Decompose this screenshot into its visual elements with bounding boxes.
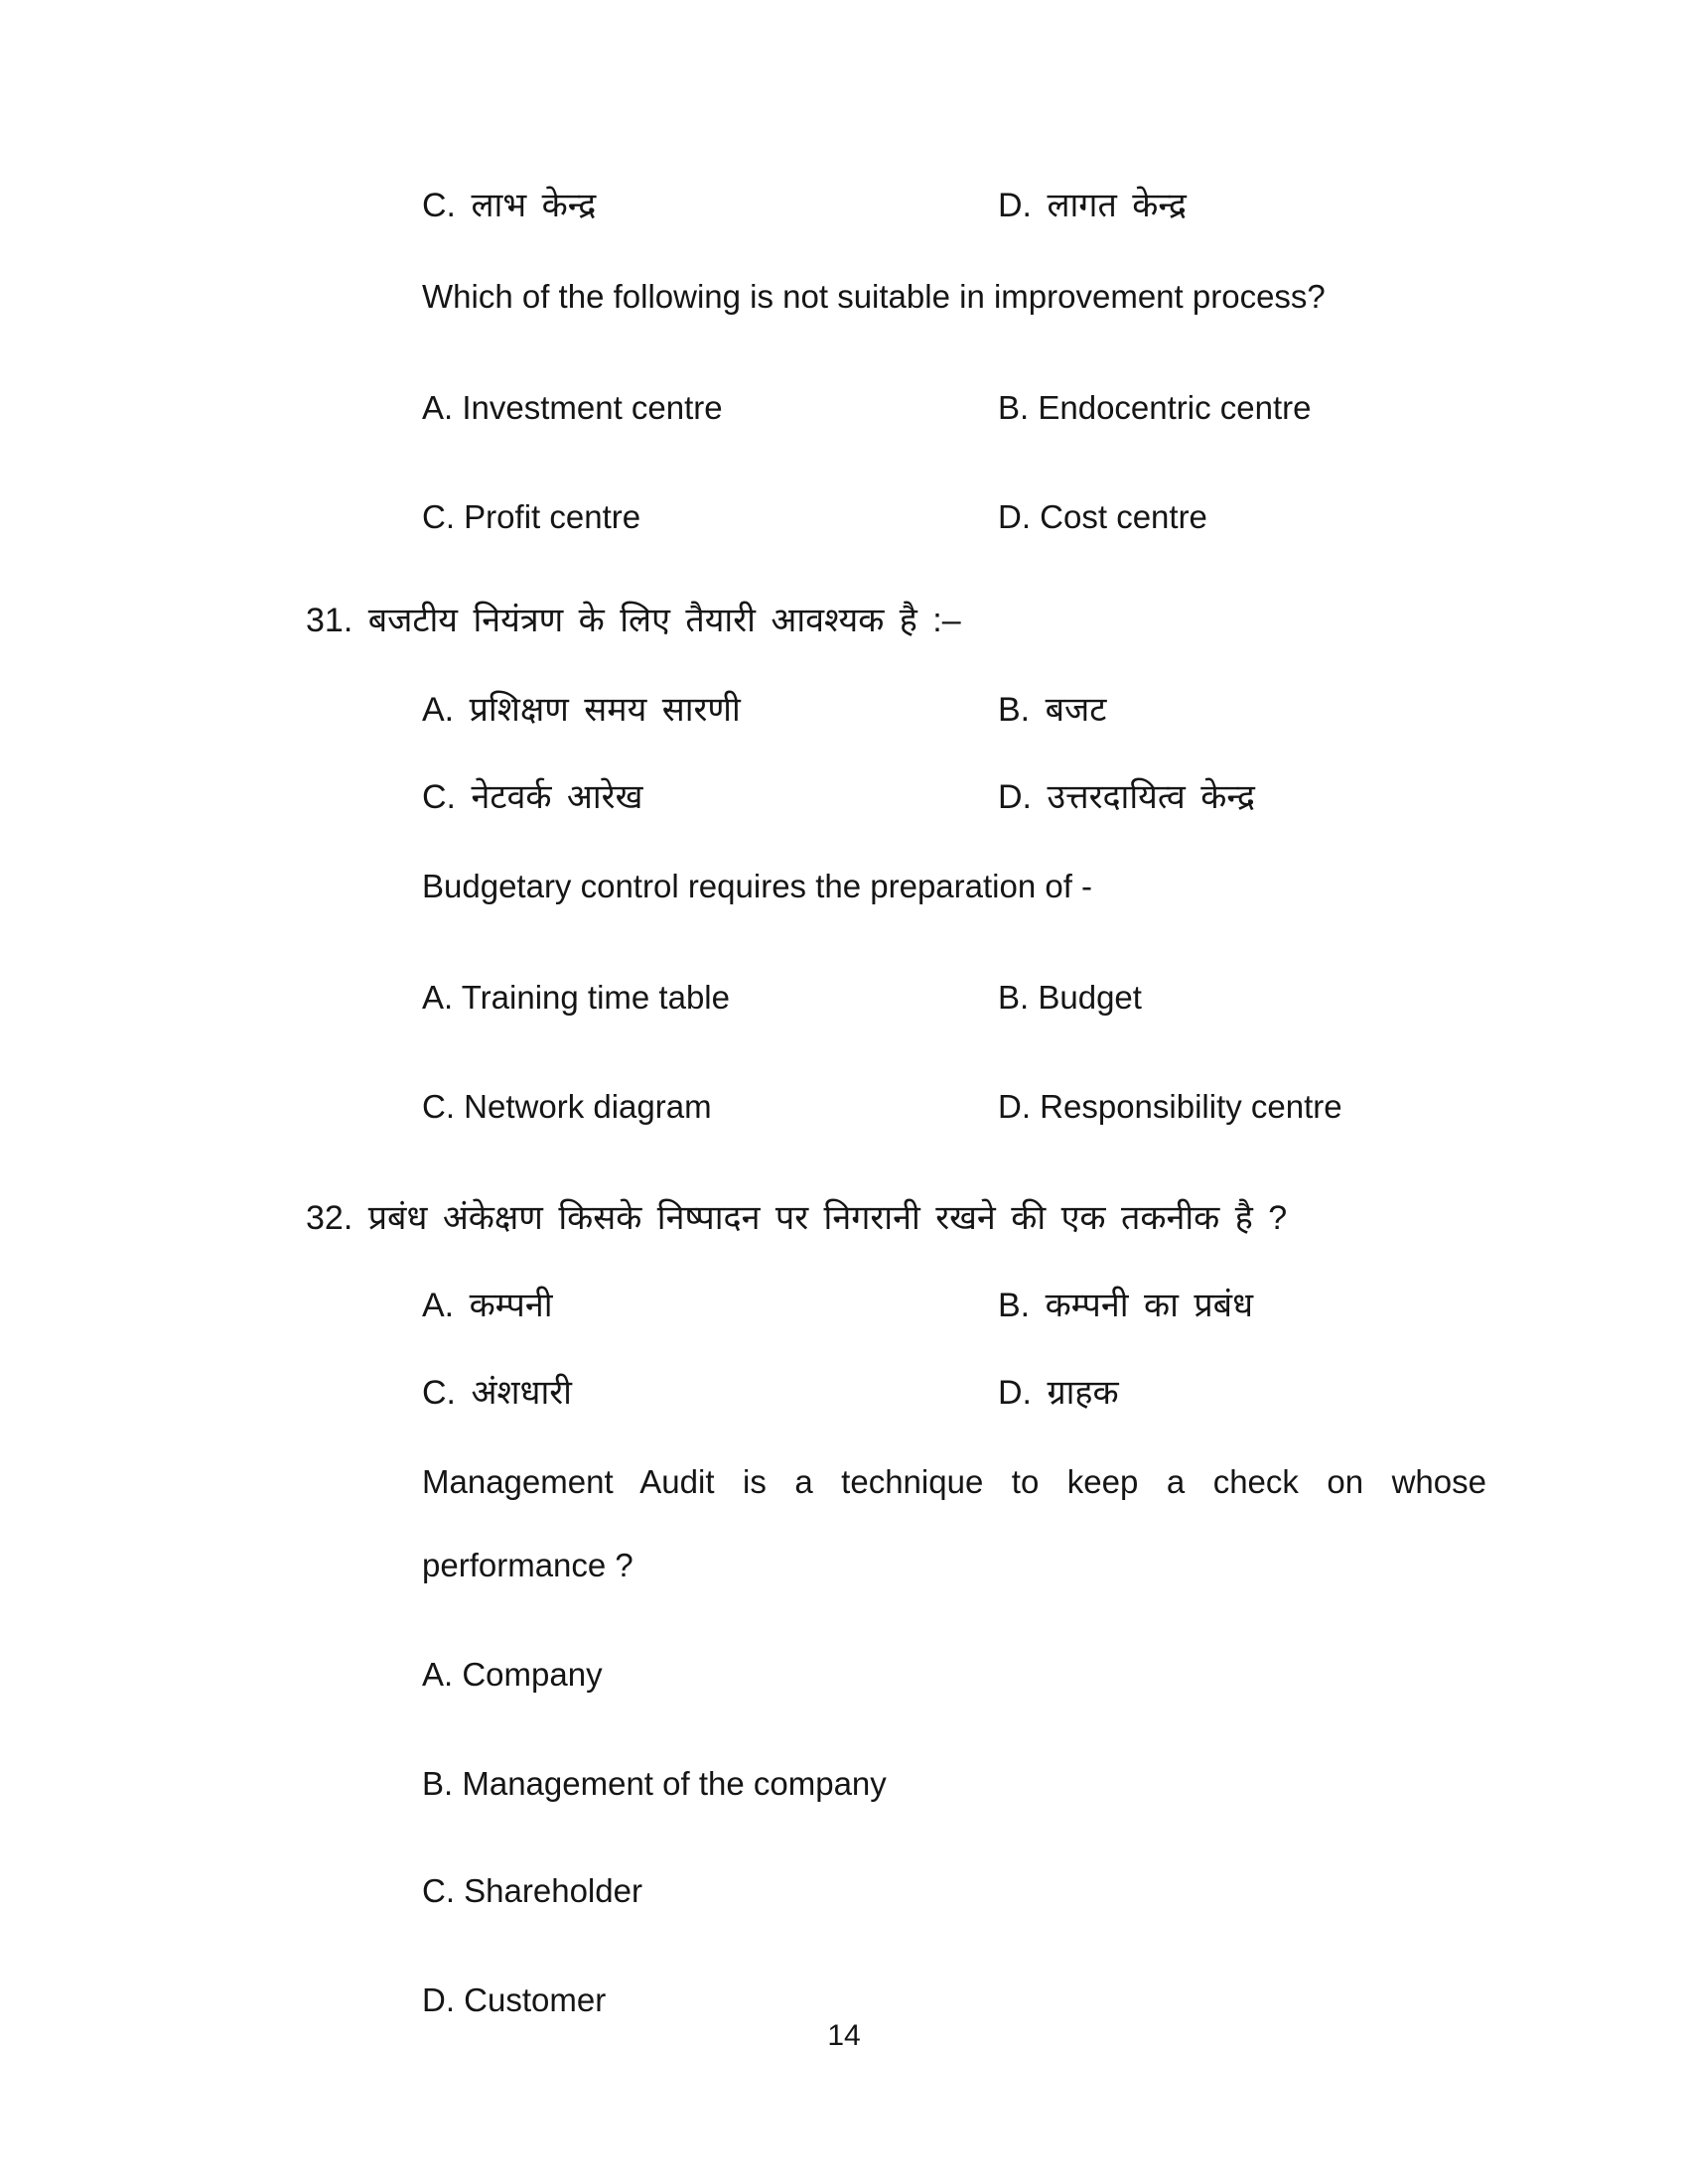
q32-question-english-line1: Management Audit is a technique to keep a check on whose	[422, 1463, 1486, 1500]
q32-question-english-line2: performance ?	[422, 1547, 633, 1583]
q31-option-a-hindi: A. प्रशिक्षण समय सारणी	[422, 691, 741, 729]
q32-option-c-english: C. Shareholder	[422, 1872, 642, 1909]
q30-option-d-hindi: D. लागत केन्द्र	[998, 187, 1187, 224]
q31-options-hi-row-ab	[0, 689, 1688, 739]
q31-option-a-english: A. Training time table	[422, 979, 730, 1016]
q30-option-a-english: A. Investment centre	[422, 389, 723, 426]
q30-options-en-row-ab	[0, 387, 1688, 437]
q31-option-d-hindi: D. उत्तरदायित्व केन्द्र	[998, 778, 1255, 816]
q31-options-en-row-ab	[0, 977, 1688, 1026]
q31-option-b-hindi: B. बजट	[998, 691, 1107, 729]
q32-option-b-hindi: B. कम्पनी का प्रबंध	[998, 1287, 1253, 1324]
q31-options-hi-row-cd	[0, 776, 1688, 826]
q31-option-c-english: C. Network diagram	[422, 1088, 712, 1125]
q31-options-en-row-cd	[0, 1086, 1688, 1136]
q32-option-c-hindi: C. अंशधारी	[422, 1374, 572, 1412]
q32-option-d-hindi: D. ग्राहक	[998, 1374, 1119, 1412]
q31-question-english: Budgetary control requires the preparation of -	[422, 868, 1093, 904]
q32-option-b-english: B. Management of the company	[422, 1765, 887, 1802]
q30-option-d-english: D. Cost centre	[998, 498, 1207, 535]
q30-question-english: Which of the following is not suitable in improvement process?	[422, 278, 1326, 315]
q30-options-en-row-cd	[0, 496, 1688, 546]
q32-option-a-english: A. Company	[422, 1656, 603, 1693]
q31-option-c-hindi: C. नेटवर्क आरेख	[422, 778, 643, 816]
q32-options-hi-row-cd	[0, 1372, 1688, 1422]
q32-options-hi-row-ab	[0, 1285, 1688, 1334]
q30-option-b-english: B. Endocentric centre	[998, 389, 1312, 426]
q32-option-d-english: D. Customer	[422, 1981, 607, 2018]
q31-question-hindi: 31. बजटीय नियंत्रण के लिए तैयारी आवश्यक है :–	[306, 602, 961, 639]
q31-option-b-english: B. Budget	[998, 979, 1142, 1016]
q30-option-c-english: C. Profit centre	[422, 498, 641, 535]
q32-option-a-hindi: A. कम्पनी	[422, 1287, 553, 1324]
q31-option-d-english: D. Responsibility centre	[998, 1088, 1342, 1125]
q32-question-hindi: 32. प्रबंध अंकेक्षण किसके निष्पादन पर निगरानी रखने की एक तकनीक है ?	[306, 1199, 1288, 1237]
q30-options-hi-row-cd	[0, 185, 1688, 234]
q30-option-c-hindi: C. लाभ केन्द्र	[422, 187, 597, 224]
page-number: 14	[827, 2019, 861, 2052]
